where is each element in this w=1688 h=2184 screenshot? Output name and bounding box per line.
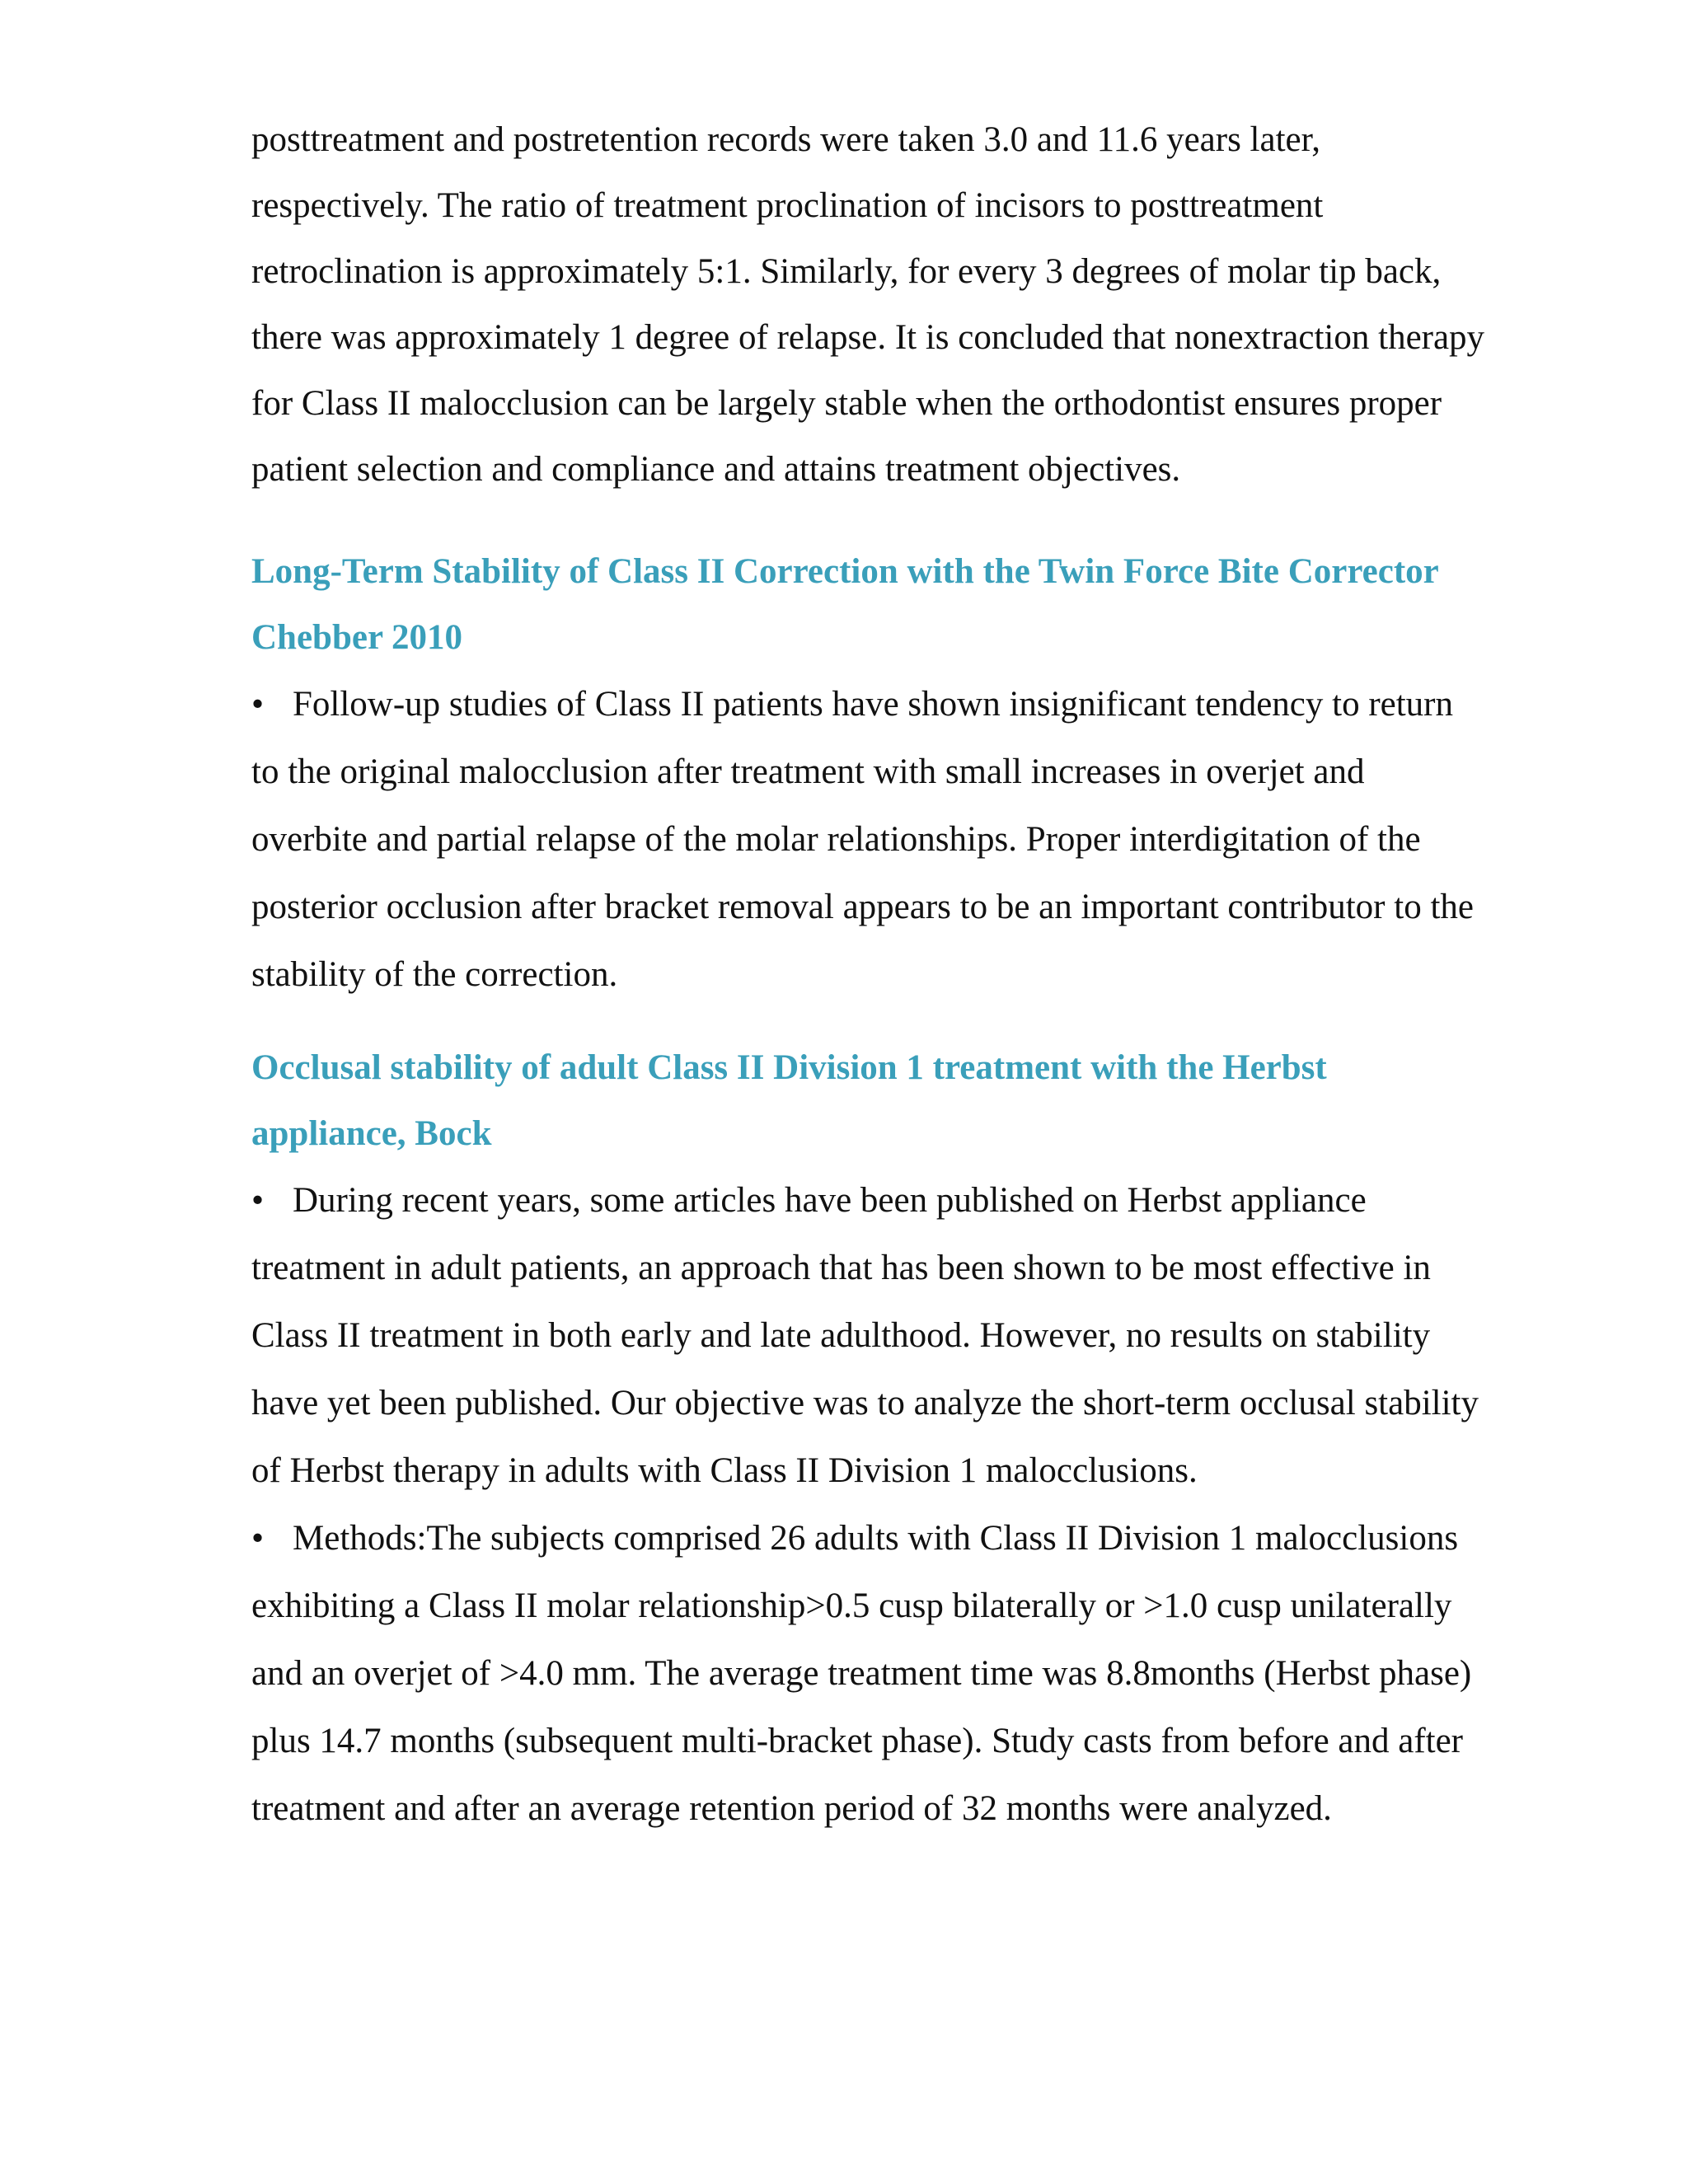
bullet-text: During recent years, some articles have been published on Herbst appliance treatment in adult patients, an approach that has been shown to be most effective in Class II treatment in both early and late adulthood. However, no results on stability have yet been published. Our objective was to analyze the short-term occlusal stability of Herbst therapy in adults with Class II Division 1 malocclusions. [251,1181,1479,1490]
bullet-text: Follow-up studies of Class II patients have shown insignificant tendency to return to the original malocclusion after treatment with small increases in overjet and overbite and partial relapse of the molar relationships. Proper interdigitation of the posterior occlusion after bracket removal appears to be an important contributor to the stability of the correction. [251,685,1474,994]
bullet-icon: • [251,1519,265,1558]
bullet-item [251,1167,1488,1505]
bullet-icon: • [251,1181,265,1220]
bullet-item [251,1505,1488,1843]
bullet-icon: • [251,685,265,724]
bullet-text: Methods:The subjects comprised 26 adults with Class II Division 1 malocclusions exhibiting a Class II molar relationship>0.5 cusp bilaterally or >1.0 cusp unilaterally and an overjet of >4.0 mm. The average treatment time was 8.8months (Herbst phase) plus 14.7 months (subsequent multi-bracket phase). Study casts from before and after treatment and after an average retention period of 32 months were analyzed. [251,1519,1472,1828]
bullet-item [251,671,1488,1009]
section-heading-herbst: Occlusal stability of adult Class II Division 1 treatment with the Herbst appliance, Bock [251,1048,1327,1153]
section-heading-twin-force: Long-Term Stability of Class II Correction with the Twin Force Bite Corrector Chebber 2010 [251,552,1438,657]
document-page [251,107,1488,1843]
intro-paragraph: posttreatment and postretention records were taken 3.0 and 11.6 years later, respectively. The ratio of treatment proclination of incisors to posttreatment retroclination is approximately 5:1. Similarly, for every 3 degrees of molar tip back, there was approximately 1 degree of relapse. It is concluded that nonextraction therapy for Class II malocclusion can be largely stable when the orthodontist ensures proper patient selection and compliance and attains treatment objectives. [251,120,1485,489]
